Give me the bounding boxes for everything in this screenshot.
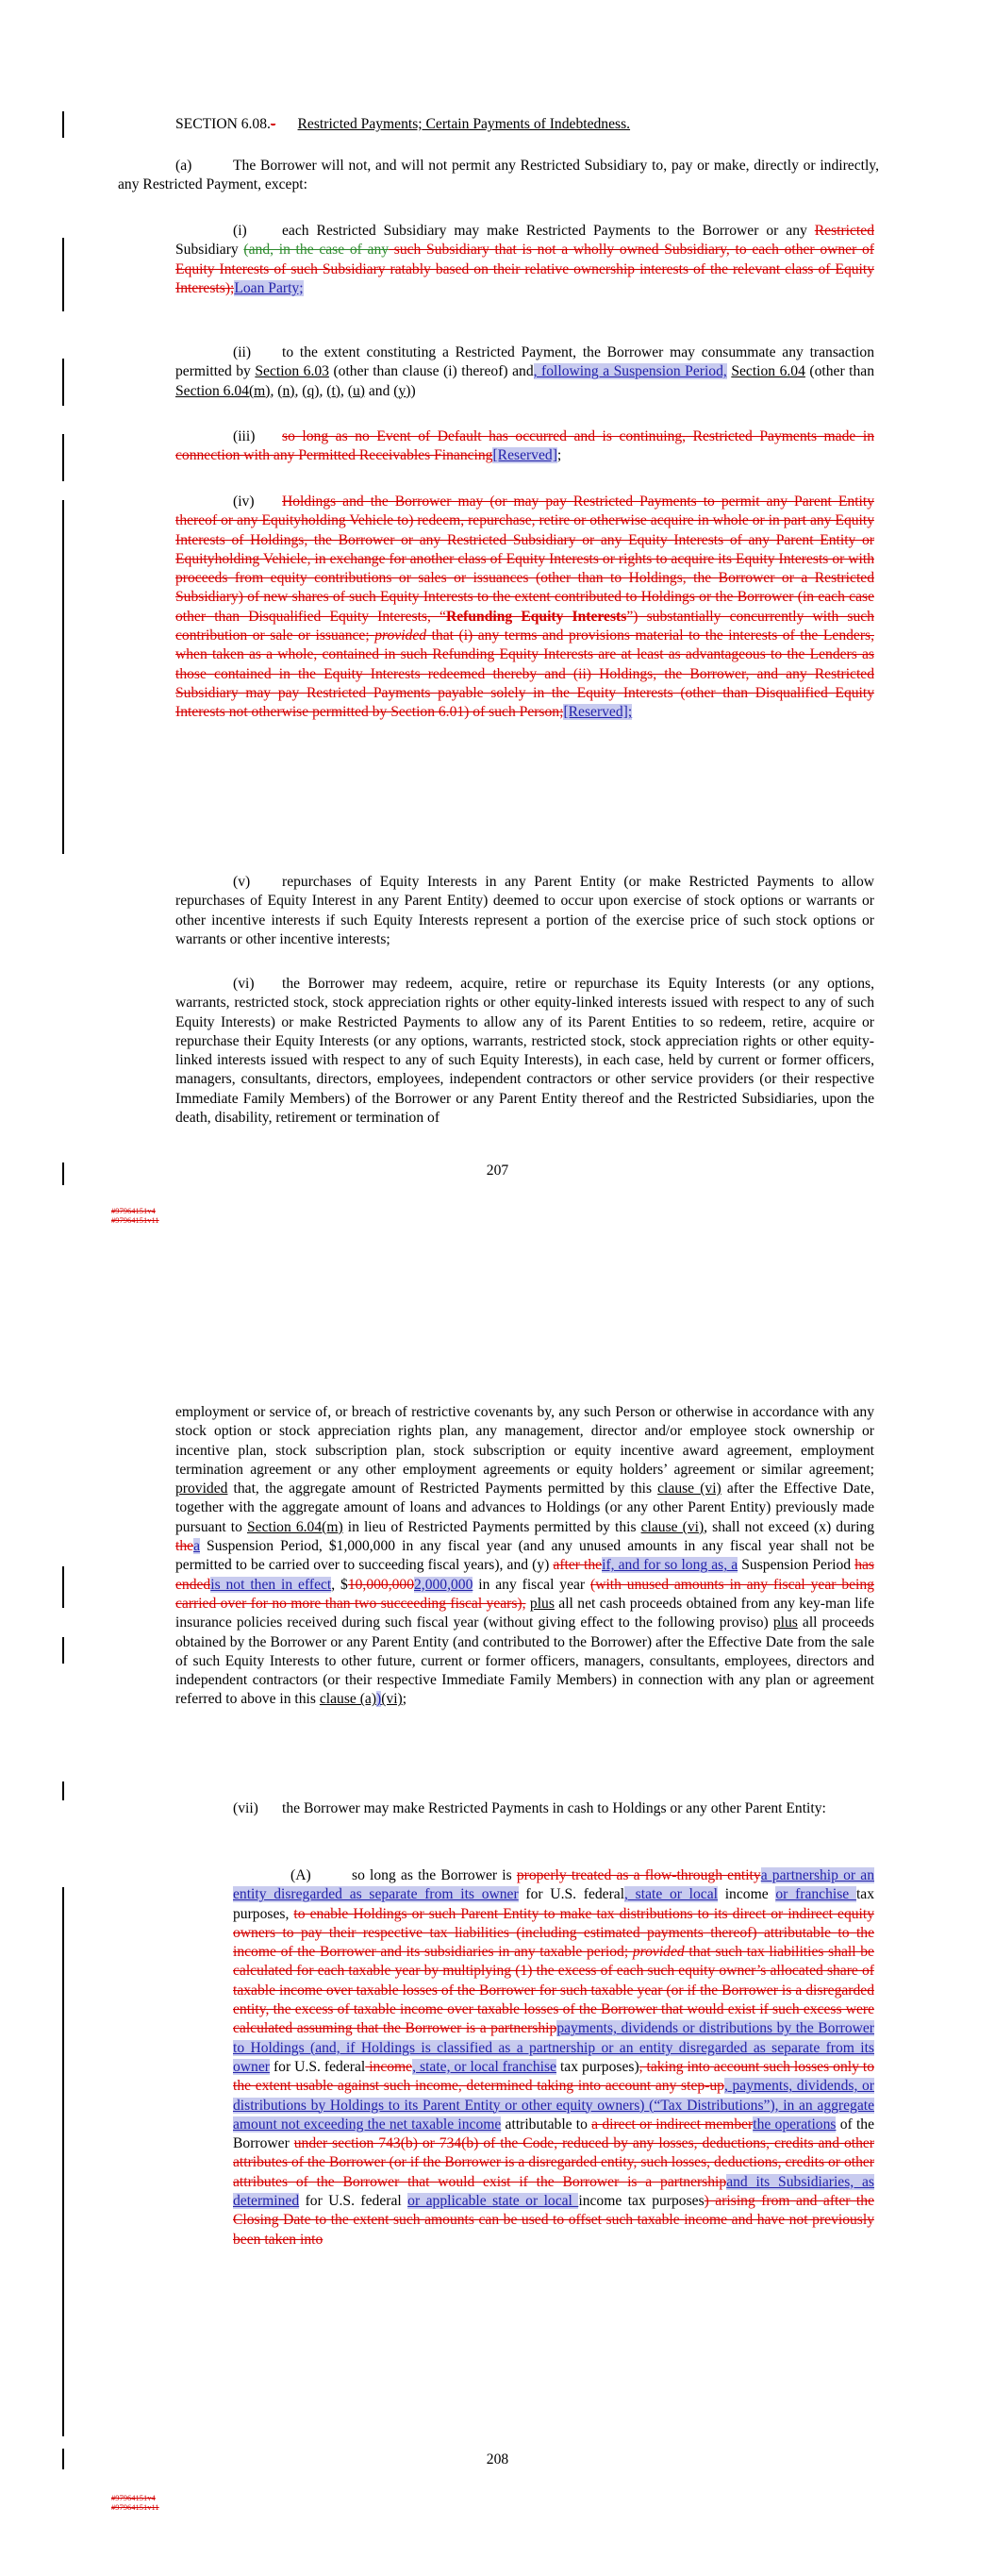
doc-id-footer: #97964151v4 #97964151v11 xyxy=(111,2493,159,2512)
page-number: 208 xyxy=(486,2451,509,2467)
change-bar xyxy=(62,238,64,311)
change-bar xyxy=(62,1781,64,1800)
clause-vi: (vi) the Borrower may redeem, acquire, retire or repurchase its Equity Interests (or any options, warrants, restricted stock, stock appreciation rights or other equity-linked interests issued with respect to any of such Equity Interests) or make Restricted Payments to allow any of its Parent Entities to so redeem, retire, acquire or repurchase their Equity Interests (or any options, warrants, restricted stock, stock appreciation rights or other equity-linked interests issued with respect to any of such Equity Interests), in each case, held by current or former officers, managers, consultants, directors, employees, independent contractors or other service providers (or their respective Immediate Family Members) of the Borrower or any Parent Entity thereof and the Restricted Subsidiaries, upon the death, disability, retirement or termination of xyxy=(175,976,874,1127)
clause-ii: (ii) to the extent constituting a Restricted Payment, the Borrower may consummate any transaction permitted by Section 6.03 (other than clause (i) thereof) and, following a Suspension Period, Section 6.04 (other than Section 6.04(m), (n), (q), (t), (u) and (y)) xyxy=(175,344,874,399)
intro-paragraph: (a) The Borrower will not, and will not permit any Restricted Subsidiary to, pay or make, directly or indirectly, any Restricted Payment, except: xyxy=(118,158,879,193)
change-bar xyxy=(62,1887,64,2436)
section-number: SECTION 6.08. xyxy=(175,116,271,132)
change-bar xyxy=(62,434,64,481)
doc-id-footer: #97964151v4 #97964151v11 xyxy=(111,1206,159,1225)
clause-vii: (vii) the Borrower may make Restricted Payments in cash to Holdings or any other Parent Entity: xyxy=(233,1800,826,1816)
inserted-text: Loan Party; xyxy=(234,279,304,296)
clause-v: (v) repurchases of Equity Interests in any Parent Entity (or make Restricted Payments to allow repurchases of Equity Interest in any Parent Entity) deemed to occur upon exercise of stock options or warrants or other incentive interests if such Equity Interests represent a portion of the exercise price of such stock options or warrants or other incentive interests; xyxy=(175,874,874,947)
section-title: Restricted Payments; Certain Payments of Indebtedness. xyxy=(297,116,631,132)
change-bar xyxy=(62,111,64,138)
change-bar xyxy=(62,359,64,406)
change-bar xyxy=(62,500,64,854)
clause-iv: (iv) Holdings and the Borrower may (or may pay Restricted Payments to permit any Parent Entity thereof or any Equityholding Vehicle to) redeem, repurchase, retire or otherwise acquire in whole or in part any Equity Interests of Holdings, the Borrower or any Restricted Subsidiary or any Equity Interests of any Parent Entity or Equityholding Vehicle, in exchange for another class of Equity Interests or rights to acquire its Equity Interests or with proceeds from equity contributions or sales or issuances (other than to Holdings, the Borrower or a Restricted Subsidiary) of new shares of such Equity Interests to the extent contributed to Holdings or the Borrower (in each case other than Disqualified Equity Interests, “Refunding Equity Interests”) substantially concurrently with such contribution or sale or issuance; provided that (i) any terms and provisions material to the interests of the Lenders, when taken as a whole, contained in such Refunding Equity Interests are at least as advantageous to the Lenders as those contained in the Equity Interests redeemed thereby and (ii) Holdings, the Borrower, and any Restricted Subsidiary may pay Restricted Payments payable solely in the Equity Interests (other than Disqualified Equity Interests not otherwise permitted by Section 6.01) of such Person;[Reserved]; xyxy=(175,493,874,721)
clause-i: (i) each Restricted Subsidiary may make Restricted Payments to the Borrower or any Restricted Subsidiary (and, in the case of any such Subsidiary that is not a wholly owned Subsidiary, to each other owner of Equity Interests of such Subsidiary ratably based on their relative ownership interests of the relevant class of Equity Interests);Loan Party; xyxy=(175,223,874,296)
page-number: 207 xyxy=(486,1163,509,1179)
clause-A: (A) so long as the Borrower is properly treated as a flow-through entitya partnership or an entity disregarded as separate from its owner for U.S. federal, state or local income or franchise tax purposes, to enable Holdings or such Parent Entity to make tax distributions to its direct or indirect equity owners to pay their respective tax liabilities (including estimated payments thereof) attributable to the income of the Borrower and its subsidiaries in any taxable period; provided that such tax liabilities shall be calculated for each taxable year by multiplying (1) the excess of each such equity owner’s allocated share of taxable income over taxable losses of the Borrower for such taxable year (or if the Borrower is a disregarded entity, the excess of taxable income over taxable losses of the Borrower that would exist if such excess were calculated assuming that the Borrower is a partnershippayments, dividends or distributions by the Borrower to Holdings (and, if Holdings is classified as a partnership or an entity disregarded as separate from its owner for U.S. federal income, state, or local franchise tax purposes), taking into account such losses only to the extent usable against such income, determined taking into account any step-up, payments, dividends, or distributions by Holdings to its Parent Entity or other equity owners) (“Tax Distributions”), in an aggregate amount not exceeding the net taxable income attributable to a direct or indirect memberthe operations of the Borrower under section 743(b) or 734(b) of the Code, reduced by any losses, deductions, credits and other attributes of the Borrower (or if the Borrower is a disregarded entity, such losses, deductions, credits or other attributes of the Borrower that would exist if the Borrower is a partnershipand its Subsidiaries, as determined for U.S. federal or applicable state or local income tax purposes) arising from and after the Closing Date to the extent such amounts can be used to offset such taxable income and have not previously been taken into xyxy=(233,1867,875,2248)
change-bar xyxy=(62,1566,64,1608)
clause-iii: (iii) so long as no Event of Default has occurred and is continuing, Restricted Payments made in connection with any Permitted Receivables Financing[Reserved]; xyxy=(175,428,874,464)
section-heading: SECTION 6.08.- Restricted Payments; Certain Payments of Indebtedness. xyxy=(175,116,631,132)
clause-vi-continued: employment or service of, or breach of restrictive covenants by, any such Person or otherwise in accordance with any stock option or stock appreciation rights plan, any management, director and/or employee stock ownership or incentive plan, stock subscription plan, stock subscription or equity incentive award agreement, employment termination agreement or any other employment agreements or equity holders’ agreement or similar agreement; provided that, the aggregate amount of Restricted Payments permitted by this clause (vi) after the Effective Date, together with the aggregate amount of loans and advances to Holdings (or any other Parent Entity) previously made pursuant to Section 6.04(m) in lieu of Restricted Payments permitted by this clause (vi), shall not exceed (x) during thea Suspension Period, $1,000,000 in any fiscal year (and any unused amounts in any fiscal year shall not be permitted to be carried over to succeeding fiscal years), and (y) after theif, and for so long as, a Suspension Period has endedis not then in effect, $10,000,0002,000,000 in any fiscal year (with unused amounts in any fiscal year being carried over for no more than two succeeding fiscal years), plus all net cash proceeds obtained from any key-man life insurance policies received during such fiscal year (without giving effect to the following proviso) plus all proceeds obtained by the Borrower or any Parent Entity (and contributed to the Borrower) after the Effective Date from the sale of such Equity Interests to other future, current or former officers, managers, consultants, employees, directors and independent contractors (or their respective Immediate Family Members) in connection with any plan or agreement referred to above in this clause (a))(vi); xyxy=(175,1404,874,1708)
change-bar xyxy=(62,1637,64,1664)
